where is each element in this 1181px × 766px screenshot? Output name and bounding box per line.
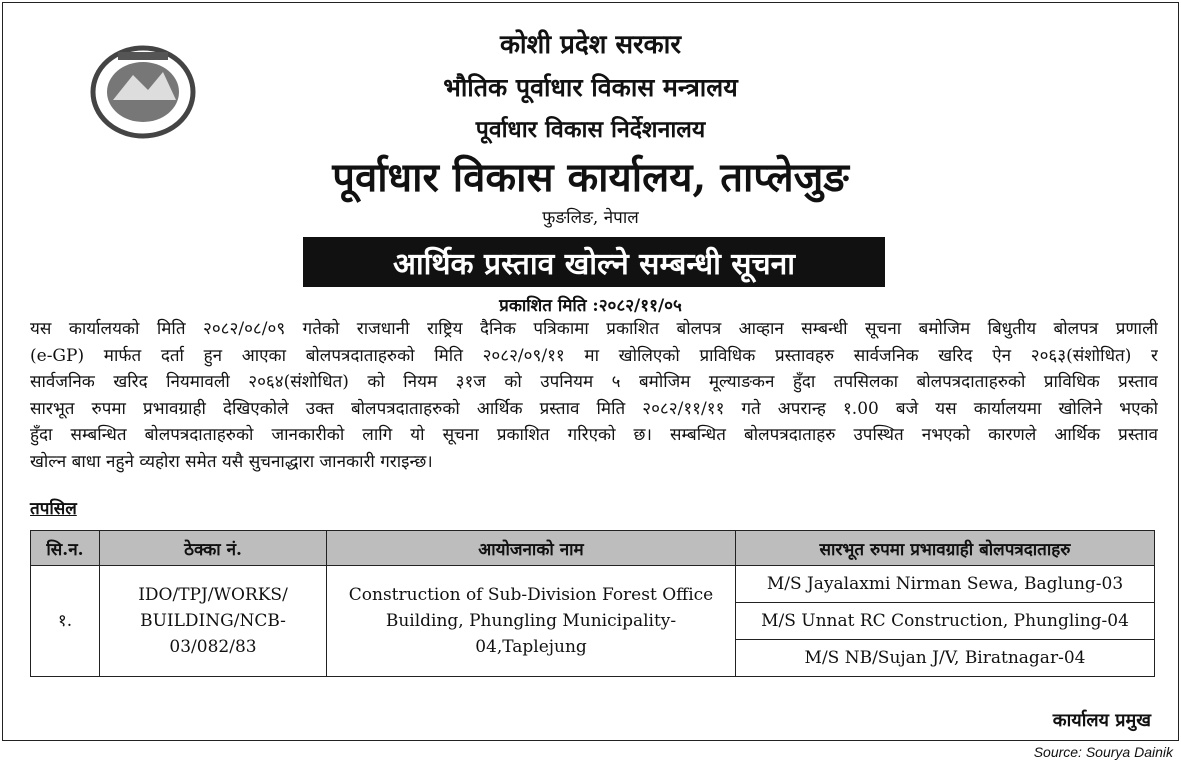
cell-sn: १. [31, 566, 100, 677]
body-line: सारभूत रुपमा प्रभावग्राही देखिएकोले उक्त बोलपत्रदाताहरुको आर्थिक प्रस्ताव मिति २०८२/११/११ गते अपरान्ह १.00 बजे यस कार्यालयमा खोलिने भएको [30, 398, 1158, 419]
col-header-project: आयोजनाको नाम [327, 531, 736, 566]
table-row [31, 566, 1155, 603]
signature-office-chief: कार्यालय प्रमुख [1052, 710, 1151, 731]
published-date: प्रकाशित मिति :२०८२/११/०५ [499, 296, 682, 316]
body-line: सार्वजनिक खरिद नियमावली २०६४(संशोधित) को नियम ३१ज को उपनियम ५ बमोजिम मूल्याङकन हुँदा तपसिलका बोलपत्रदाताहरुको प्राविधिक प्रस्ताव [30, 372, 1158, 392]
body-line: खोल्न बाधा नहुने व्यहोरा समेत यसै सुचनाद्धारा जानकारी गराइन्छ। [30, 451, 433, 472]
cell-bidder: M/S Unnat RC Construction, Phungling-04 [736, 603, 1155, 640]
col-header-bidders: सारभूत रुपमा प्रभावग्राही बोलपत्रदाताहरु [736, 531, 1155, 566]
source-credit: Source: Sourya Dainik [1033, 744, 1173, 760]
col-header-contract: ठेक्का नं. [100, 531, 327, 566]
cell-bidder: M/S Jayalaxmi Nirman Sewa, Baglung-03 [736, 566, 1155, 603]
province-government: कोशी प्रदेश सरकार [499, 30, 682, 60]
cell-project: Construction of Sub-Division Forest Office Building, Phungling Municipality-04,Taplejung [327, 566, 736, 677]
schedule-heading: तपसिल [30, 499, 77, 519]
directorate-name: पूर्वाधार विकास निर्देशनालय [475, 116, 706, 143]
body-line: (e-GP) मार्फत दर्ता हुन आएका बोलपत्रदाताहरुको मिति २०८२/०९/११ मा खोलिएको प्राविधिक प्रस्तावहरु सार्वजनिक खरिद ऐन २०६३(संशोधित) र [30, 345, 1158, 366]
bidders-table [30, 530, 1155, 677]
ministry-name: भौतिक पूर्वाधार विकास मन्त्रालय [443, 73, 738, 102]
body-line: हुँदा सम्बन्धित बोलपत्रदाताहरुको जानकारीको लागि यो सूचना प्रकाशित गरिएको छ। सम्बन्धित बोलपत्रदाताहरु उपस्थित नभएको कारणले आर्थिक प्रस्ताव [30, 425, 1158, 445]
notice-title: आर्थिक प्रस्ताव खोल्ने सम्बन्धी सूचना [303, 237, 885, 287]
notice-body [30, 316, 1158, 475]
body-line: यस कार्यालयको मिति २०८२/०८/०९ गतेको राजधानी राष्ट्रिय दैनिक पत्रिकामा प्रकाशित बोलपत्र आव्हान सम्बन्धी सूचना बमोजिम बिधुतीय बोलपत्र प्रणाली [30, 319, 1158, 339]
office-name: पूर्वाधार विकास कार्यालय, ताप्लेजुङ [332, 154, 849, 201]
office-address: फुङलिङ, नेपाल [542, 208, 639, 228]
cell-contract-no: IDO/TPJ/WORKS/ BUILDING/NCB- 03/082/83 [100, 566, 327, 677]
col-header-sn: सि.न. [31, 531, 100, 566]
cell-bidder: M/S NB/Sujan J/V, Biratnagar-04 [736, 640, 1155, 677]
